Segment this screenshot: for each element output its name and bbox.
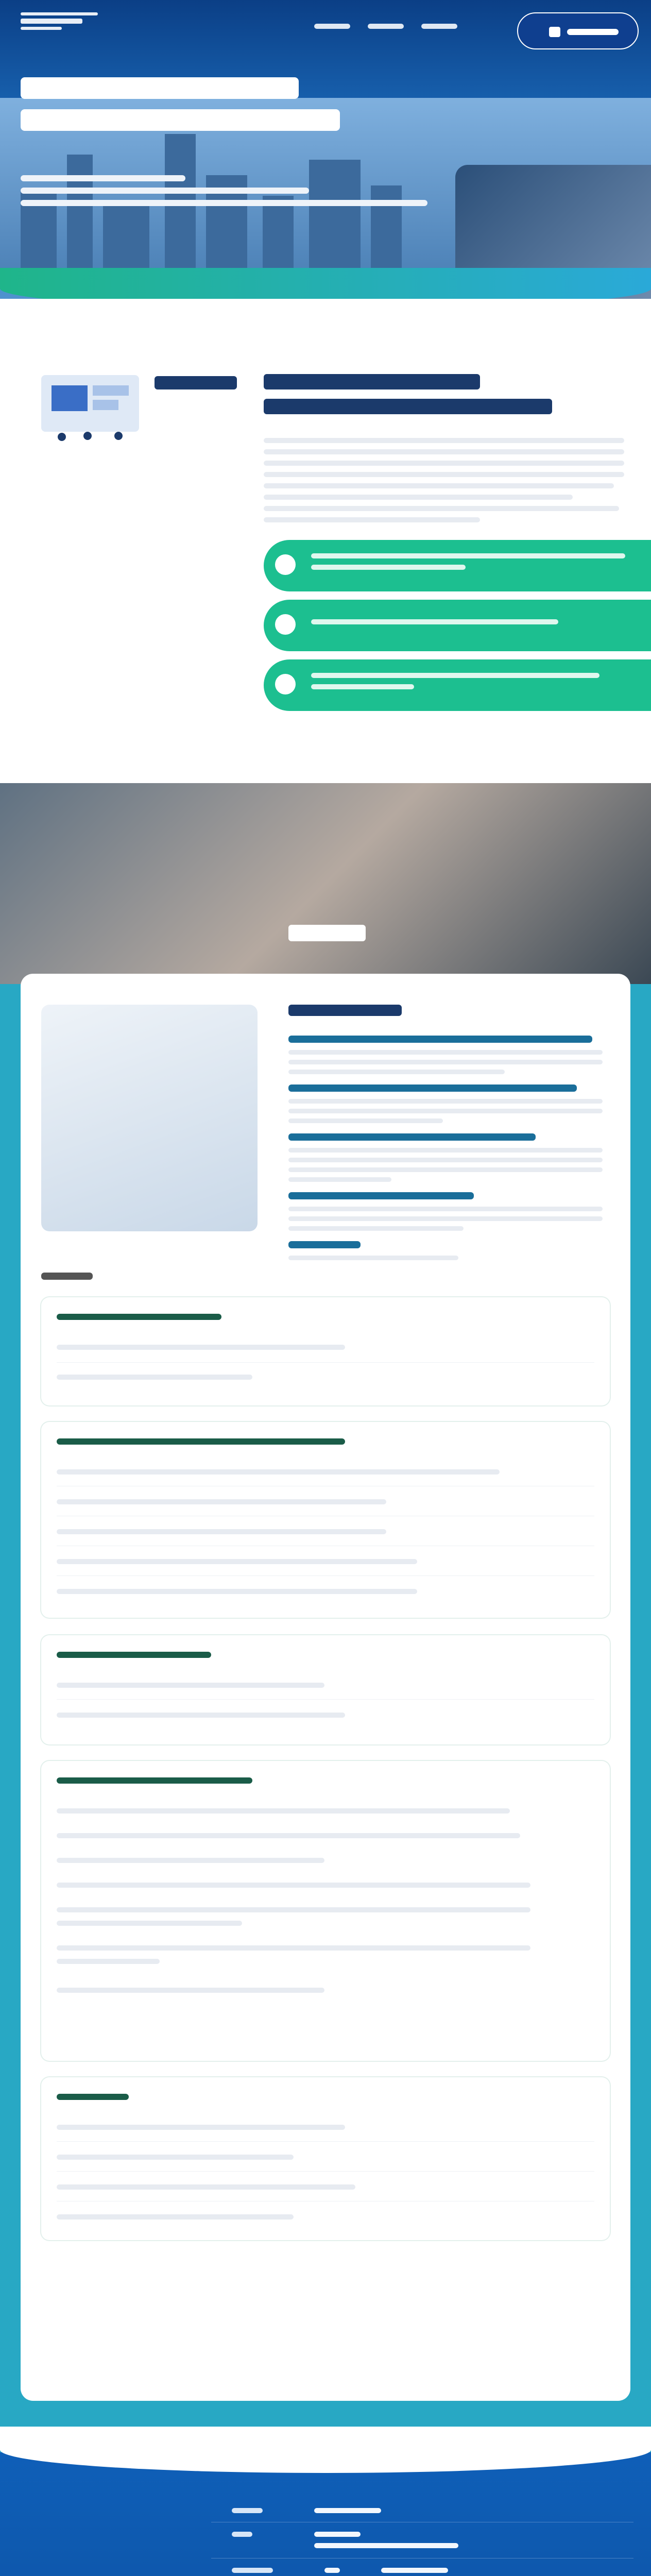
service-card bbox=[21, 974, 630, 2401]
mission-points bbox=[264, 540, 651, 719]
mission-section bbox=[0, 330, 651, 783]
case-card-3 bbox=[41, 1635, 610, 1744]
mission-point-2 bbox=[264, 600, 651, 651]
topbar bbox=[0, 0, 651, 41]
contact-button-label bbox=[567, 29, 619, 35]
service-label bbox=[288, 925, 366, 941]
case-card-2 bbox=[41, 1422, 610, 1618]
point-number bbox=[275, 674, 296, 694]
nav-item-3[interactable] bbox=[421, 24, 457, 29]
mission-illustration bbox=[41, 370, 144, 447]
nav-item-2[interactable] bbox=[368, 24, 404, 29]
company-info-table bbox=[211, 2499, 633, 2576]
service-photo bbox=[0, 783, 651, 984]
service-card-illustration bbox=[41, 1005, 258, 1231]
point-number bbox=[275, 554, 296, 575]
contact-button[interactable] bbox=[517, 12, 639, 49]
mission-body bbox=[264, 438, 628, 529]
hero-section bbox=[0, 0, 651, 330]
service-section bbox=[0, 783, 651, 2452]
site-footer bbox=[0, 2452, 651, 2576]
hero-wave-decoration bbox=[0, 268, 651, 309]
mail-icon bbox=[549, 27, 560, 37]
mission-title bbox=[264, 374, 552, 423]
case-card-1 bbox=[41, 1297, 610, 1405]
mission-point-1 bbox=[264, 540, 651, 591]
case-card-5 bbox=[41, 2077, 610, 2240]
point-number bbox=[275, 614, 296, 635]
service-card-list bbox=[288, 1025, 608, 1265]
nav-item-1[interactable] bbox=[314, 24, 350, 29]
mission-label bbox=[155, 376, 237, 389]
case-card-4 bbox=[41, 1761, 610, 2061]
service-card-title bbox=[288, 1005, 402, 1016]
hero-copy bbox=[21, 175, 427, 212]
cases-title bbox=[41, 1273, 93, 1280]
footer-wave-decoration bbox=[0, 2427, 651, 2473]
hero-title bbox=[21, 77, 340, 141]
main-nav bbox=[314, 24, 457, 29]
site-logo[interactable] bbox=[21, 12, 98, 31]
mission-point-3 bbox=[264, 659, 651, 711]
